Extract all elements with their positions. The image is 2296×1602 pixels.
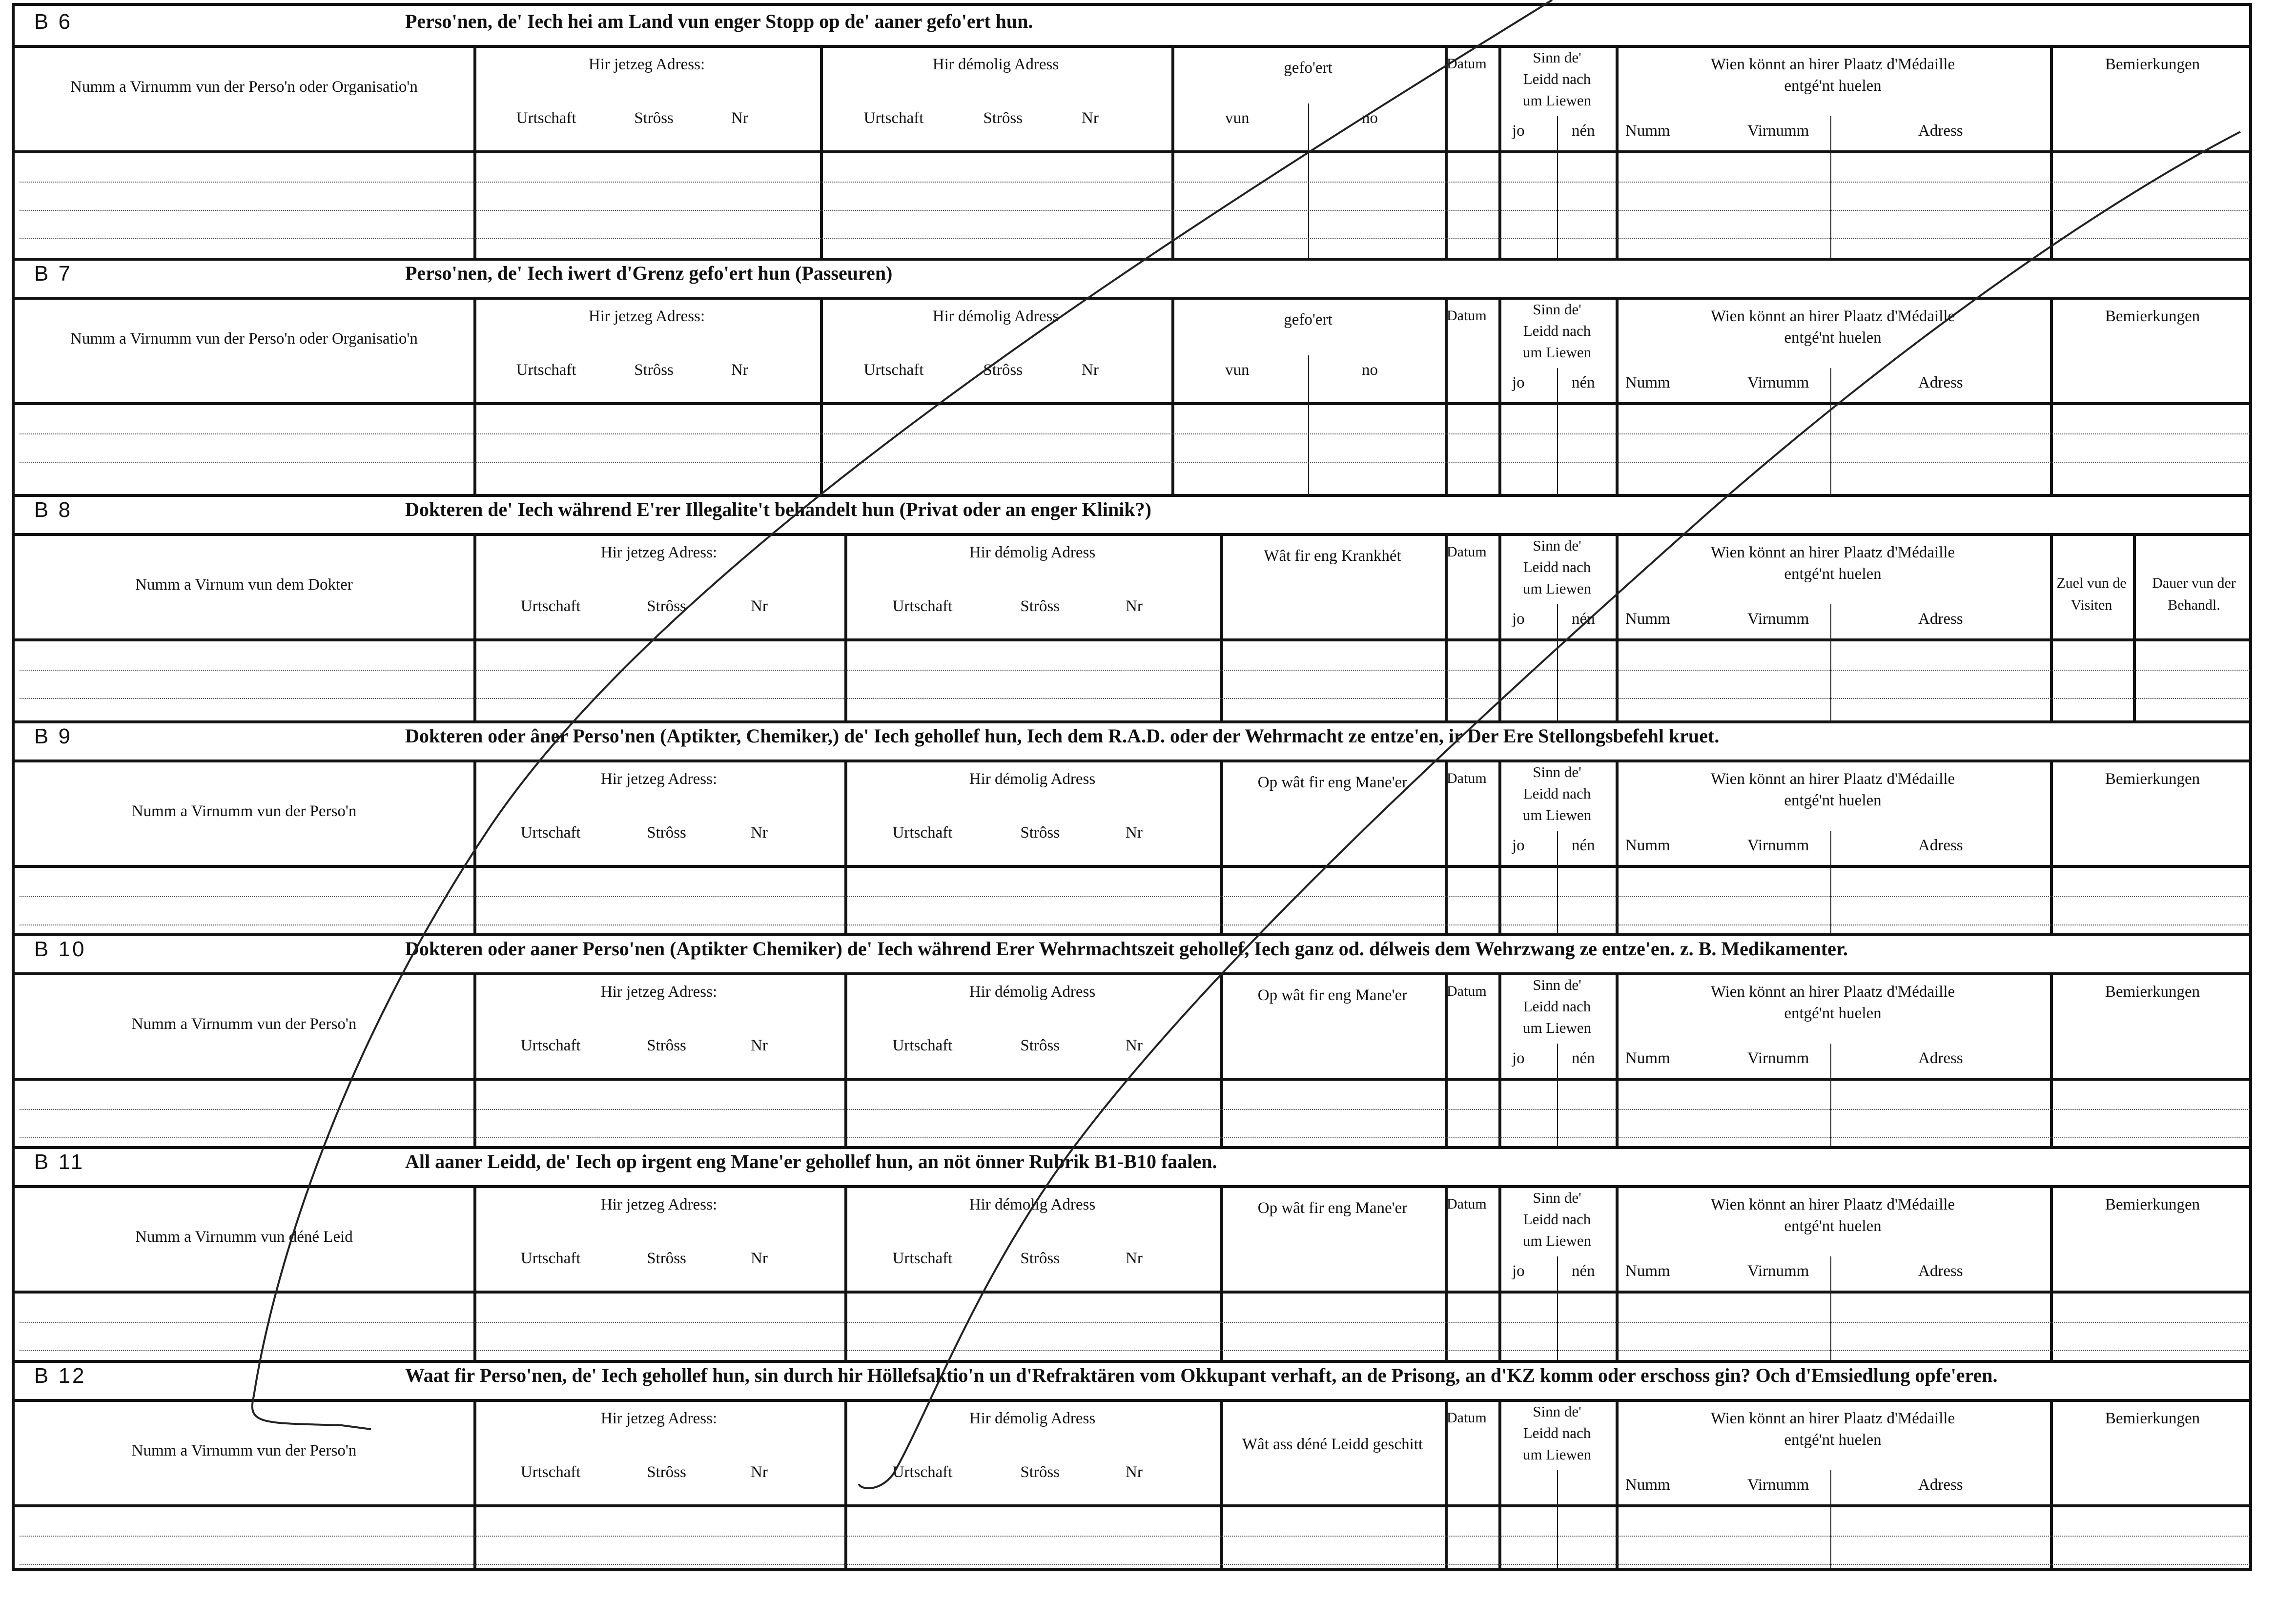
col3-header: Wât fir eng Krankhét [1264, 547, 1401, 565]
medal-split [1830, 368, 1831, 494]
form-section-b8 [15, 494, 2249, 720]
form-section-b9 [15, 720, 2249, 933]
medal-split [1830, 831, 1831, 933]
section-title: Perso'nen, de' Iech iwert d'Grenz gefo'ert hun (Passeuren) [405, 262, 893, 284]
name-column-header: Numm a Virnumm vun déné Leid [135, 1228, 353, 1246]
col3-header: Wât ass déné Leidd geschitt [1242, 1436, 1423, 1453]
medal-sub-1: Virnumm [1747, 1049, 1809, 1067]
section-title: Dokteren oder âner Perso'nen (Aptikter, Chemiker,) de' Iech gehollef hun, Iech dem R.A.D. oder der Wehrmacht ze entze'en, ir Der Ere Stellongsbefehl kruet. [405, 725, 1720, 747]
alive-split [1557, 831, 1558, 933]
section-number: B 10 [34, 937, 86, 961]
col3-split [1308, 355, 1309, 402]
col3-sub-from: vun [1225, 109, 1250, 127]
section-divider [15, 1146, 2249, 1149]
medal-sub-1: Virnumm [1747, 837, 1809, 854]
current-address-header: Hir jetzeg Adress: [600, 983, 718, 1001]
former-address-sub-1: Strôss [1020, 597, 1060, 615]
former-address-sub-0: Urtschaft [892, 1037, 953, 1054]
col3-split [1308, 103, 1309, 150]
entry-row-line[interactable] [20, 210, 2250, 211]
form-section-b7 [15, 258, 2249, 494]
entry-row-line[interactable] [20, 462, 2250, 463]
section-divider [15, 1360, 2249, 1363]
medal-sub-1: Virnumm [1747, 1262, 1809, 1280]
alive-no: nén [1572, 1049, 1595, 1067]
name-column-header: Numm a Virnum vun dem Dokter [135, 576, 353, 594]
alive-header-line-0: Sinn de' [1533, 1403, 1581, 1420]
column-rule [2050, 533, 2053, 720]
col3-split-body [1308, 402, 1309, 494]
remarks-header: Bemierkungen [2105, 1410, 2200, 1427]
alive-header-line-2: um Liewen [1522, 806, 1592, 823]
medal-sub-2: Adress [1918, 610, 1963, 628]
former-address-sub-2: Nr [1082, 109, 1099, 127]
name-column-header: Numm a Virnumm vun der Perso'n [131, 1442, 357, 1459]
former-address-sub-1: Strôss [1020, 1463, 1060, 1481]
entry-row-line[interactable] [20, 1564, 2250, 1565]
col3-header: gefo'ert [1284, 311, 1332, 329]
current-address-sub-1: Strôss [647, 1250, 686, 1267]
alive-header-line-2: um Liewen [1522, 1019, 1592, 1036]
current-address-sub-1: Strôss [634, 361, 674, 379]
medal-sub-0: Numm [1625, 122, 1670, 140]
form-section-b12 [15, 1360, 2249, 1571]
alive-split [1557, 1044, 1558, 1146]
alive-split [1557, 1256, 1558, 1360]
medal-sub-0: Numm [1625, 837, 1670, 854]
former-address-sub-2: Nr [1082, 361, 1099, 379]
alive-split [1557, 604, 1558, 720]
section-divider [15, 720, 2249, 723]
alive-yes: jo [1512, 374, 1525, 391]
medal-sub-0: Numm [1625, 610, 1670, 628]
medal-header-2: entgé'nt huelen [1784, 1431, 1882, 1449]
name-column-header: Numm a Virnumm vun der Perso'n [131, 802, 357, 820]
alive-header-line-1: Leidd nach [1523, 785, 1591, 802]
former-address-sub-1: Strôss [1020, 1037, 1060, 1054]
former-address-header: Hir démolig Adress [969, 983, 1096, 1001]
medal-sub-2: Adress [1918, 1476, 1963, 1494]
medal-sub-0: Numm [1625, 1049, 1670, 1067]
form-section-b10 [15, 933, 2249, 1146]
former-address-header: Hir démolig Adress [969, 1410, 1096, 1427]
entry-row-line[interactable] [20, 1109, 2250, 1110]
current-address-sub-2: Nr [751, 1463, 768, 1481]
entry-row-line[interactable] [20, 238, 2250, 239]
alive-yes: jo [1512, 1262, 1525, 1280]
section-number: B 12 [34, 1364, 86, 1388]
date-header: Datum [1447, 1410, 1487, 1426]
current-address-sub-0: Urtschaft [520, 597, 581, 615]
header-bottom-line [15, 1291, 2249, 1294]
header-bottom-line [15, 150, 2249, 153]
current-address-sub-2: Nr [731, 361, 748, 379]
medal-header: Wien könnt an hirer Plaatz d'Médaille [1710, 544, 1955, 561]
medal-sub-1: Virnumm [1747, 1476, 1809, 1494]
col3-header: gefo'ert [1284, 59, 1332, 77]
current-address-sub-1: Strôss [647, 597, 686, 615]
alive-no: nén [1572, 122, 1595, 140]
medal-header: Wien könnt an hirer Plaatz d'Médaille [1710, 983, 1955, 1001]
entry-row-line[interactable] [20, 698, 2250, 699]
current-address-header: Hir jetzeg Adress: [600, 544, 718, 561]
entry-row-line[interactable] [20, 670, 2250, 671]
medal-split [1830, 604, 1831, 720]
alive-no: nén [1572, 610, 1595, 628]
alive-header-line-0: Sinn de' [1533, 49, 1581, 66]
medal-header: Wien könnt an hirer Plaatz d'Médaille [1710, 56, 1955, 73]
column-rule [1616, 297, 1619, 494]
medal-sub-2: Adress [1918, 122, 1963, 140]
column-rule [2133, 533, 2136, 720]
section-title: Dokteren de' Iech während E'rer Illegalite't behandelt hun (Privat oder an enger Klinik?) [405, 498, 1151, 520]
name-column-header: Numm a Virnumm vun der Perso'n oder Organisatio'n [70, 330, 418, 348]
column-rule [820, 297, 823, 494]
alive-header-line-1: Leidd nach [1523, 998, 1591, 1015]
medal-header-2: entgé'nt huelen [1784, 1217, 1882, 1235]
duration-header: Dauer vun der Behandl. [2152, 575, 2236, 613]
alive-split [1557, 1470, 1558, 1571]
alive-split [1557, 116, 1558, 258]
entry-row-line[interactable] [20, 1536, 2250, 1537]
remarks-header: Bemierkungen [2105, 1196, 2200, 1213]
column-rule [473, 45, 476, 258]
date-header: Datum [1447, 544, 1487, 560]
medal-split [1830, 1470, 1831, 1571]
current-address-sub-1: Strôss [647, 824, 686, 842]
header-bottom-line [15, 865, 2249, 868]
entry-row-line[interactable] [20, 433, 2250, 434]
remarks-header: Bemierkungen [2105, 308, 2200, 325]
header-bottom-line [15, 1504, 2249, 1507]
name-column-header: Numm a Virnumm vun der Perso'n oder Organisatio'n [70, 78, 418, 96]
medal-split [1830, 1256, 1831, 1360]
current-address-sub-1: Strôss [647, 1463, 686, 1481]
visits-header: Zuel vun de Visiten [2056, 575, 2127, 613]
entry-row-line[interactable] [20, 1350, 2250, 1351]
header-top-line [15, 533, 2249, 536]
header-top-line [15, 972, 2249, 975]
header-bottom-line [15, 1078, 2249, 1081]
former-address-sub-0: Urtschaft [863, 361, 924, 379]
medal-sub-1: Virnumm [1747, 374, 1809, 391]
entry-row-line[interactable] [20, 182, 2250, 183]
current-address-sub-0: Urtschaft [520, 824, 581, 842]
former-address-sub-1: Strôss [983, 361, 1023, 379]
medal-sub-1: Virnumm [1747, 610, 1809, 628]
section-number: B 7 [34, 262, 73, 286]
current-address-sub-2: Nr [751, 1037, 768, 1054]
entry-row-line[interactable] [20, 896, 2250, 897]
header-top-line [15, 1399, 2249, 1402]
alive-header-line-0: Sinn de' [1533, 976, 1581, 993]
header-top-line [15, 45, 2249, 48]
column-rule [1445, 297, 1448, 494]
column-rule [473, 297, 476, 494]
form-section-b6 [15, 6, 2249, 258]
current-address-header: Hir jetzeg Adress: [588, 308, 705, 325]
alive-yes: jo [1512, 837, 1525, 854]
section-divider [15, 933, 2249, 936]
section-number: B 8 [34, 498, 73, 522]
current-address-sub-2: Nr [751, 597, 768, 615]
current-address-sub-2: Nr [751, 1250, 768, 1267]
former-address-sub-0: Urtschaft [892, 1250, 953, 1267]
current-address-sub-0: Urtschaft [520, 1463, 581, 1481]
column-rule [820, 45, 823, 258]
form-bottom-line [15, 1568, 2249, 1571]
col3-sub-from: vun [1225, 361, 1250, 379]
medal-sub-0: Numm [1625, 1476, 1670, 1494]
column-rule [473, 533, 476, 720]
medal-sub-2: Adress [1918, 1262, 1963, 1280]
header-bottom-line [15, 402, 2249, 405]
current-address-sub-2: Nr [751, 824, 768, 842]
former-address-sub-2: Nr [1126, 1250, 1143, 1267]
medal-sub-0: Numm [1625, 1262, 1670, 1280]
alive-header-line-1: Leidd nach [1523, 70, 1591, 87]
current-address-sub-0: Urtschaft [520, 1250, 581, 1267]
alive-header-line-2: um Liewen [1522, 580, 1592, 597]
col3-header: Op wât fir eng Mane'er [1257, 774, 1408, 791]
alive-split [1557, 368, 1558, 494]
medal-header: Wien könnt an hirer Plaatz d'Médaille [1710, 770, 1955, 788]
former-address-header: Hir démolig Adress [969, 770, 1096, 788]
section-title: Waat fir Perso'nen, de' Iech gehollef hun, sin durch hir Höllefsaktio'n un d'Refraktären vom Okkupant verhaft, an de Prisong, an d'KZ komm oder erschoss gin? Och d'Emsiedlung opfe'eren. [405, 1364, 1998, 1386]
alive-yes: jo [1512, 122, 1525, 140]
former-address-sub-0: Urtschaft [892, 824, 953, 842]
section-number: B 6 [34, 10, 73, 34]
medal-sub-2: Adress [1918, 837, 1963, 854]
medal-header-2: entgé'nt huelen [1784, 77, 1882, 95]
current-address-header: Hir jetzeg Adress: [600, 1196, 718, 1213]
date-header: Datum [1447, 1196, 1487, 1212]
column-rule [1445, 45, 1448, 258]
former-address-header: Hir démolig Adress [969, 1196, 1096, 1213]
former-address-sub-1: Strôss [983, 109, 1023, 127]
alive-header-line-1: Leidd nach [1523, 322, 1591, 339]
section-title: Perso'nen, de' Iech hei am Land vun enger Stopp op de' aaner gefo'ert hun. [405, 10, 1033, 32]
entry-row-line[interactable] [20, 1322, 2250, 1323]
current-address-sub-0: Urtschaft [516, 109, 576, 127]
medal-header: Wien könnt an hirer Plaatz d'Médaille [1710, 308, 1955, 325]
former-address-sub-2: Nr [1126, 1463, 1143, 1481]
former-address-sub-1: Strôss [1020, 1250, 1060, 1267]
col3-sub-to: no [1362, 109, 1378, 127]
medal-header-2: entgé'nt huelen [1784, 329, 1882, 347]
column-rule [2050, 45, 2053, 258]
medal-sub-0: Numm [1625, 374, 1670, 391]
former-address-sub-1: Strôss [1020, 824, 1060, 842]
column-rule [1616, 533, 1619, 720]
column-rule [1616, 45, 1619, 258]
date-header: Datum [1447, 770, 1487, 786]
alive-no: nén [1572, 374, 1595, 391]
form-section-b11 [15, 1146, 2249, 1360]
current-address-sub-2: Nr [731, 109, 748, 127]
alive-header-line-1: Leidd nach [1523, 1211, 1591, 1228]
alive-header-line-1: Leidd nach [1523, 558, 1591, 575]
alive-header-line-0: Sinn de' [1533, 537, 1581, 554]
alive-no: nén [1572, 1262, 1595, 1280]
current-address-header: Hir jetzeg Adress: [600, 770, 718, 788]
former-address-sub-0: Urtschaft [892, 597, 953, 615]
entry-row-line[interactable] [20, 924, 2250, 925]
header-top-line [15, 1185, 2249, 1188]
medal-sub-1: Virnumm [1747, 122, 1809, 140]
former-address-header: Hir démolig Adress [932, 308, 1059, 325]
medal-sub-2: Adress [1918, 1049, 1963, 1067]
remarks-header: Bemierkungen [2105, 770, 2200, 788]
former-address-header: Hir démolig Adress [932, 56, 1059, 73]
alive-yes: jo [1512, 1049, 1525, 1067]
current-address-header: Hir jetzeg Adress: [600, 1410, 718, 1427]
col3-split-body [1308, 150, 1309, 258]
former-address-sub-2: Nr [1126, 597, 1143, 615]
col3-header: Op wât fir eng Mane'er [1257, 1199, 1408, 1217]
section-number: B 11 [34, 1150, 85, 1174]
alive-header-line-2: um Liewen [1522, 1446, 1592, 1463]
medal-header-2: entgé'nt huelen [1784, 565, 1882, 583]
section-divider [15, 258, 2249, 261]
section-title: Dokteren oder aaner Perso'nen (Aptikter Chemiker) de' Iech während Erer Wehrmachtszeit gehollef, Iech ganz od. délweis dem Wehrzwang ze entze'en. z. B. Medikamenter. [405, 938, 1848, 960]
former-address-sub-2: Nr [1126, 824, 1143, 842]
section-number: B 9 [34, 724, 73, 748]
medal-header: Wien könnt an hirer Plaatz d'Médaille [1710, 1196, 1955, 1213]
column-rule [844, 533, 847, 720]
medal-split [1830, 116, 1831, 258]
form-page [12, 3, 2252, 1571]
date-header: Datum [1447, 308, 1487, 324]
column-rule [1220, 1399, 1223, 1571]
col3-header: Op wât fir eng Mane'er [1257, 986, 1408, 1004]
alive-header-line-0: Sinn de' [1533, 763, 1581, 780]
alive-no: nén [1572, 837, 1595, 854]
current-address-sub-0: Urtschaft [520, 1037, 581, 1054]
former-address-sub-2: Nr [1126, 1037, 1143, 1054]
medal-header: Wien könnt an hirer Plaatz d'Médaille [1710, 1410, 1955, 1427]
column-rule [1498, 1399, 1501, 1571]
former-address-sub-0: Urtschaft [863, 109, 924, 127]
current-address-sub-1: Strôss [647, 1037, 686, 1054]
alive-yes: jo [1512, 610, 1525, 628]
remarks-header: Bemierkungen [2105, 56, 2200, 73]
column-rule [1445, 533, 1448, 720]
column-rule [2050, 297, 2053, 494]
name-column-header: Numm a Virnumm vun der Perso'n [131, 1015, 357, 1033]
medal-header-2: entgé'nt huelen [1784, 792, 1882, 809]
date-header: Datum [1447, 56, 1487, 72]
medal-split [1830, 1044, 1831, 1146]
section-divider [15, 494, 2249, 497]
date-header: Datum [1447, 983, 1487, 999]
former-address-header: Hir démolig Adress [969, 544, 1096, 561]
medal-header-2: entgé'nt huelen [1784, 1005, 1882, 1022]
header-top-line [15, 760, 2249, 762]
current-address-sub-0: Urtschaft [516, 361, 576, 379]
alive-header-line-0: Sinn de' [1533, 301, 1581, 318]
alive-header-line-2: um Liewen [1522, 344, 1592, 361]
section-title: All aaner Leidd, de' Iech op irgent eng Mane'er gehollef hun, an nöt önner Rubrik B1-B10 faalen. [405, 1150, 1217, 1172]
remarks-header: Bemierkungen [2105, 983, 2200, 1001]
header-bottom-line [15, 638, 2249, 641]
current-address-sub-1: Strôss [634, 109, 674, 127]
current-address-header: Hir jetzeg Adress: [588, 56, 705, 73]
col3-sub-to: no [1362, 361, 1378, 379]
entry-row-line[interactable] [20, 1137, 2250, 1138]
alive-header-line-2: um Liewen [1522, 92, 1592, 109]
alive-header-line-1: Leidd nach [1523, 1424, 1591, 1441]
alive-header-line-0: Sinn de' [1533, 1189, 1581, 1206]
former-address-sub-0: Urtschaft [892, 1463, 953, 1481]
medal-sub-2: Adress [1918, 374, 1963, 391]
alive-header-line-2: um Liewen [1522, 1232, 1592, 1249]
header-top-line [15, 297, 2249, 300]
